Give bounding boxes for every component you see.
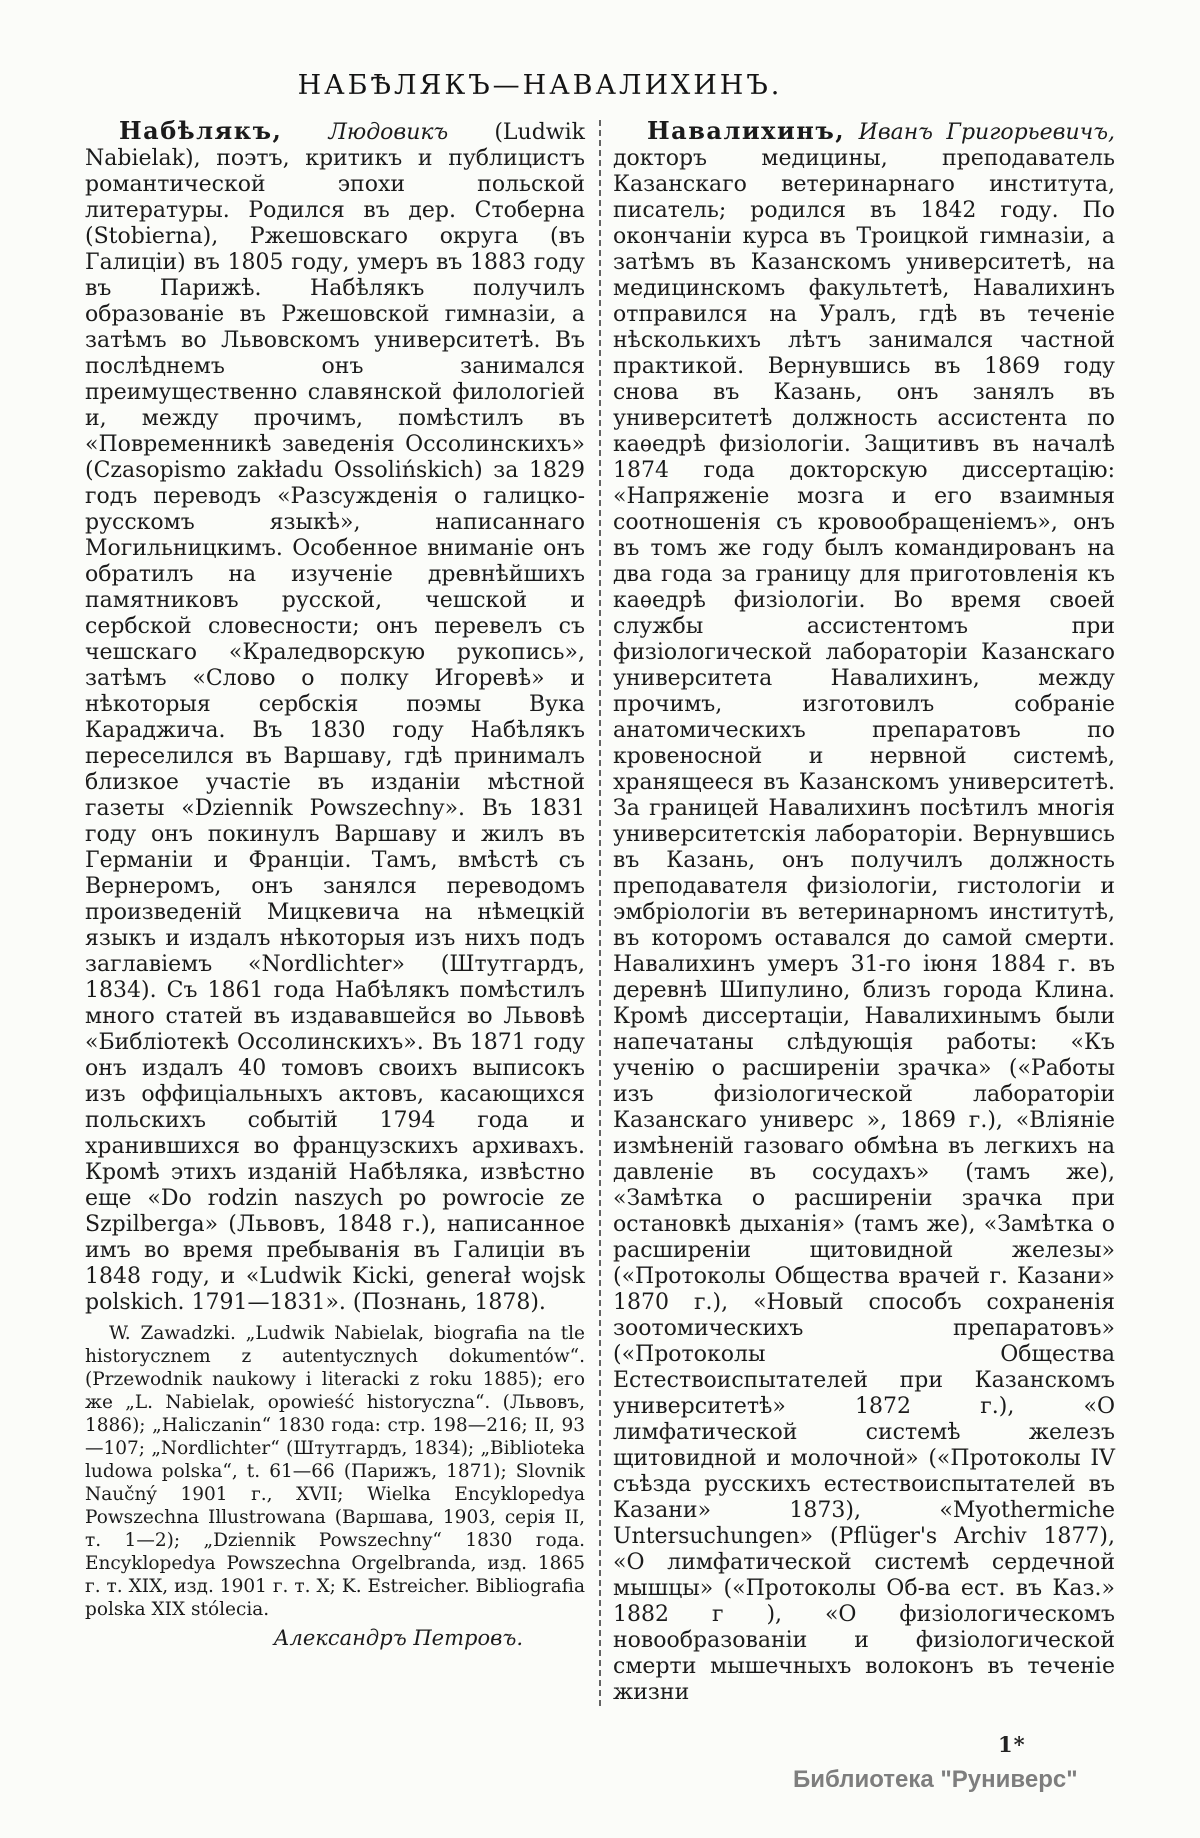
- page-title: НАБѢЛЯКЪ—НАВАЛИХИНЪ.: [297, 70, 783, 101]
- library-watermark: Библиотека "Руниверс": [793, 1766, 1078, 1793]
- author-signature: Александръ Петровъ.: [273, 1626, 523, 1650]
- article-body-text: докторъ медицины, преподаватель Казанскаго ветеринарнаго института, писатель; родился въ 1842 году. По окончаніи курса въ Троицкой гимназіи, а затѣмъ въ Казанскомъ университетѣ, на медицинскомъ факультетѣ, Навалихинъ отправился на Уралъ, гдѣ въ теченіе нѣсколькихъ лѣтъ занимался частной практикой. Вернувшись въ 1869 году снова въ Казань, онъ занялъ въ университетѣ должность ассистента по каѳедрѣ физіологіи. Защитивъ въ началѣ 1874 года докторскую диссертацію: «Напряженіе мозга и его взаимныя соотношенія съ кровообращеніемъ», онъ въ томъ же году былъ командированъ на два года за границу для приготовленія къ каѳедрѣ физіологіи. Во время своей службы ассистентомъ при физіологической лабораторіи Казанскаго университета Навалихинъ, между прочимъ, изготовилъ собраніе анатомическихъ препаратовъ по кровеносной и нервной системѣ, хранящееся въ Казанскомъ университетѣ. За границей Навалихинъ посѣтилъ многія университетскія лабораторіи. Вернувшись въ Казань, онъ получилъ должность преподавателя физіологіи, гистологіи и эмбріологіи въ ветеринарномъ институтѣ, въ которомъ оставался до самой смерти. Навалихинъ умеръ 31-го іюня 1884 г. въ деревнѣ Шипулино, близъ города Клина. Кромѣ диссертаціи, Навалихинымъ были напечатаны слѣдующія работы: «Къ ученію о расширеніи зрачка» («Работы изъ физіологической лабораторіи Казанскаго универс », 1869 г.), «Вліяніе измѣненій газоваго обмѣна въ легкихъ на давленіе въ сосудахъ» (тамъ же), «Замѣтка о расширеніи зрачка при остановкѣ дыханія» (тамъ же), «Замѣтка о расширеніи щитовидной железы» («Протоколы Общества врачей г. Казани» 1870 г.), «Новый способъ сохраненія зоотомическихъ препаратовъ» («Протоколы Общества Естествоиспытателей при Казанскомъ университетѣ» 1872 г.), «О лимфатической системѣ железъ щитовидной и молочной» («Протоколы IV съѣзда русскихъ естествоиспытателей въ Казани» 1873), «Myothermiche Untersuchungen» (Pflüger's Archiv 1877), «О лимфатической системѣ сердечной мышцы» («Протоколы Об-ва ест. въ Каз.» 1882 г ), «О физіологическомъ новообразованіи и физіологической смерти мышечныхъ волоконъ въ теченіе жизни: [613, 146, 1115, 1705]
- content-columns: [85, 118, 1117, 1706]
- article-paragraph: [85, 118, 585, 1316]
- page-signature-mark: 1*: [998, 1732, 1026, 1757]
- entry-term: Набѣлякъ,: [119, 116, 283, 145]
- bibliography-paragraph: W. Zawadzki. „Ludwik Nabielak, biografia na tle historycznem z autentycznych dokumentów“. (Przewodnik naukowy i literacki z roku 1885); его же „L. Nabielak, opowieść historyczna“. (Львовъ, 1886); „Haliczanin“ 1830 года: стр. 198—216; II, 93—107; „Nordlichter“ (Штутгардъ, 1834); „Biblioteka ludowa polska“, t. 61—66 (Парижъ, 1871); Slovnik Naučný 1901 г., XVII; Wielka Encyklopedya Powszechna Illustrowana (Варшава, 1903, серія II, т. 1—2); „Dziennik Powszechny“ 1830 года. Encyklopedya Powszechna Orgelbranda, изд. 1865 г. т. XIX, изд. 1901 г. т. X; K. Estreicher. Bibliografia polska XIX stólecia.: [85, 1323, 585, 1620]
- entry-person-name: Людовикъ: [328, 120, 449, 145]
- article-body-text: (Ludwik Nabielak), поэтъ, критикъ и публицистъ романтической эпохи польской литературы. Родился въ дер. Стоберна (Stobierna), Ржешовскаго округа (въ Галиціи) въ 1805 году, умеръ въ 1883 году въ Парижѣ. Набѣлякъ получилъ образованіе въ Ржешовской гимназіи, а затѣмъ во Львовскомъ университетѣ. Въ послѣднемъ онъ занимался преимущественно славянской филологіей и, между прочимъ, помѣстилъ въ «Повременникѣ заведенія Оссолинскихъ» (Czasopismo zakładu Ossolińskich) за 1829 годъ переводъ «Разсужденія о галицко-русскомъ языкѣ», написаннаго Могильницкимъ. Особенное вниманіе онъ обратилъ на изученіе древнѣйшихъ памятниковъ русской, чешской и сербской словесности; онъ перевелъ съ чешскаго «Краледворскую рукопись», затѣмъ «Слово о полку Игоревѣ» и нѣкоторыя сербскія поэмы Вука Караджича. Въ 1830 году Набѣлякъ переселился въ Варшаву, гдѣ принималъ близкое участіе въ изданіи мѣстной газеты «Dziennik Powszechny». Въ 1831 году онъ покинулъ Варшаву и жилъ въ Германіи и Франціи. Тамъ, вмѣстѣ съ Вернеромъ, онъ занялся переводомъ произведеній Мицкевича на нѣмецкій языкъ и издалъ нѣкоторыя изъ нихъ подъ заглавіемъ «Nordlichter» (Штутгардъ, 1834). Съ 1861 года Набѣлякъ помѣстилъ много статей въ издававшейся во Львовѣ «Библіотекѣ Оссолинскихъ». Въ 1871 году онъ издалъ 40 томовъ своихъ выписокъ изъ оффиціальныхъ актовъ, касающихся польскихъ событій 1794 года и хранившихся во французскихъ архивахъ. Кромѣ этихъ изданій Набѣляка, извѣстно еще «Do rodzin naszych po powrocie ze Szpilberga» (Львовъ, 1848 г.), написанное имъ во время пребыванія въ Галиціи въ 1848 году, и «Ludwik Kicki, generał wojsk polskich. 1791—1831». (Познань, 1878).: [85, 120, 585, 1315]
- article-paragraph: [613, 118, 1115, 1706]
- entry-person-name: Иванъ Григорьевичъ,: [858, 120, 1115, 145]
- column-divider: [599, 120, 601, 1706]
- article-navalikhin: [613, 118, 1115, 1706]
- article-nabielak: [85, 118, 585, 1706]
- entry-term: Навалихинъ,: [647, 116, 846, 145]
